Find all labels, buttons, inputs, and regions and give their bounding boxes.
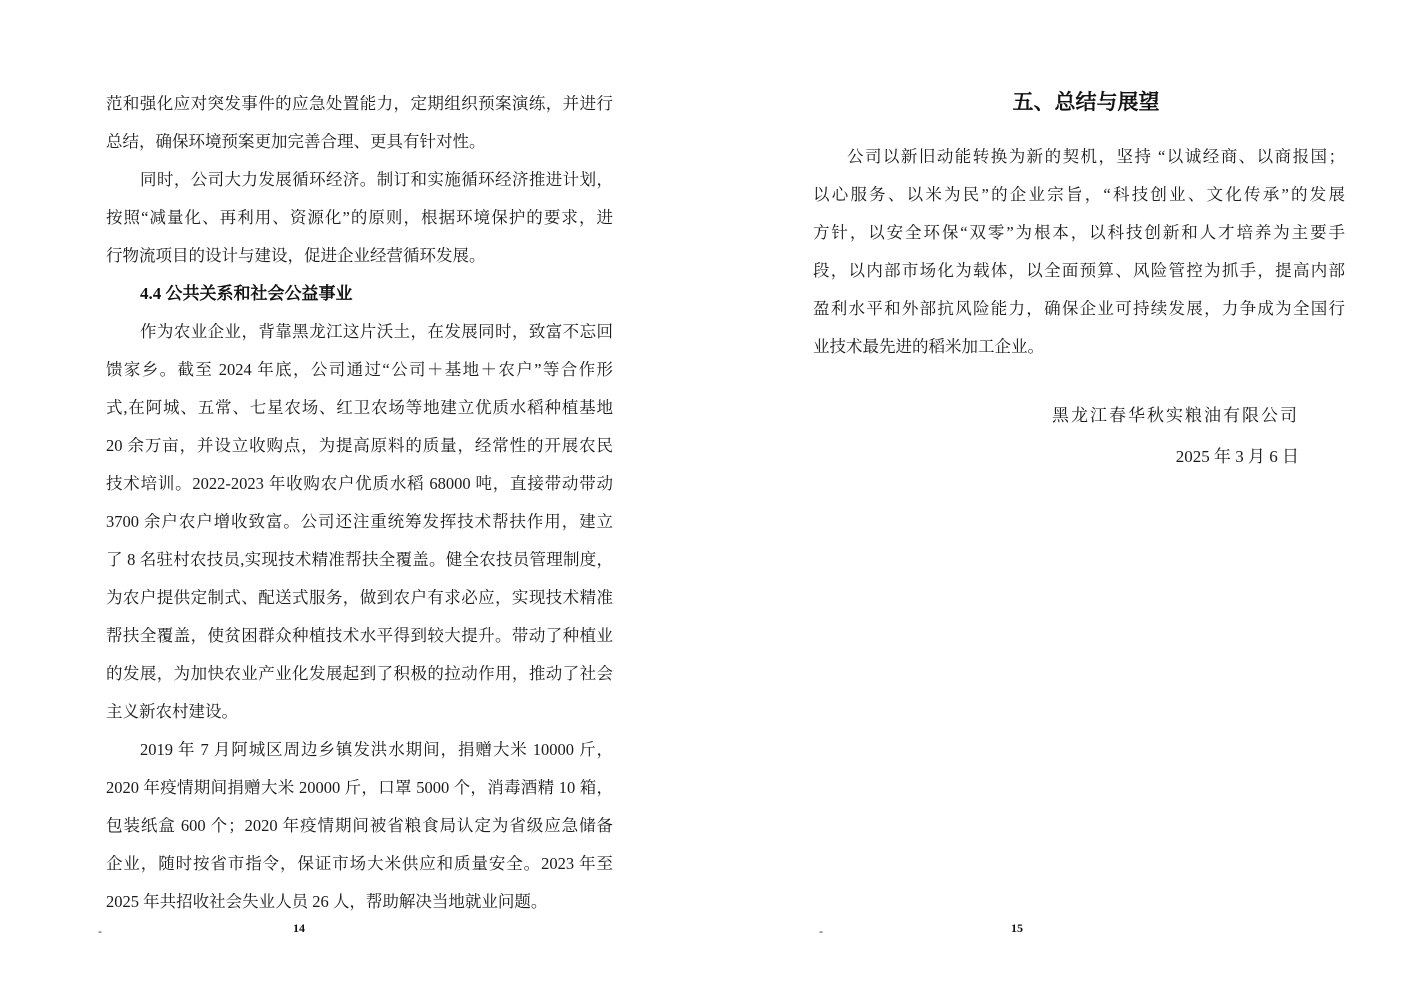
signature-company-name: 黑龙江春华秋实粮油有限公司 <box>1052 406 1299 425</box>
page-number-left: 14 <box>293 921 305 935</box>
footer-dash-right: - <box>819 924 823 938</box>
text-line: 按照“减量化、再利用、资源化”的原则，根据环境保护的要求，进 <box>106 208 613 227</box>
heading-public-relations: 4.4 公共关系和社会公益事业 <box>140 284 353 303</box>
text-line: 方针，以安全环保“双零”为根本，以科技创新和人才培养为主要手 <box>813 223 1345 242</box>
text-line: 帮扶全覆盖，使贫困群众种植技术水平得到较大提升。带动了种植业 <box>106 626 613 645</box>
signature-date: 2025 年 3 月 6 日 <box>1175 447 1299 466</box>
text-line: 盈利水平和外部抗风险能力，确保企业可持续发展，力争成为全国行 <box>813 299 1345 318</box>
page-right-text-column <box>813 138 1345 476</box>
text-line: 20 余万亩，并设立收购点，为提高原料的质量，经常性的开展农民 <box>106 436 613 455</box>
paragraph-donations-employment <box>106 731 613 921</box>
text-line: 主义新农村建设。 <box>106 702 238 721</box>
text-line: 式,在阿城、五常、七星农场、红卫农场等地建立优质水稻种植基地 <box>106 398 613 417</box>
paragraph-circular-economy <box>106 161 613 275</box>
footer-dash-left: - <box>98 924 102 938</box>
paragraph-emergency-plan-continued <box>106 85 613 161</box>
page-number-right: 15 <box>1011 921 1023 935</box>
text-line: 公司以新旧动能转换为新的契机，坚持 “以诚经商、以商报国； <box>847 147 1345 166</box>
text-line: 以心服务、以米为民”的企业宗旨，“科技创业、文化传承”的发展 <box>813 185 1345 204</box>
text-line: 了 8 名驻村农技员,实现技术精准帮扶全覆盖。健全农技员管理制度， <box>106 550 613 569</box>
text-line: 馈家乡。截至 2024 年底，公司通过“公司＋基地＋农户”等合作形 <box>106 360 613 379</box>
text-line: 包装纸盒 600 个；2020 年疫情期间被省粮食局认定为省级应急储备 <box>106 816 613 835</box>
text-line: 2019 年 7 月阿城区周边乡镇发洪水期间，捐赠大米 10000 斤， <box>140 740 613 759</box>
text-line: 范和强化应对突发事件的应急处置能力，定期组织预案演练，并进行 <box>106 94 613 113</box>
text-line: 作为农业企业，背靠黑龙江这片沃土，在发展同时，致富不忘回 <box>140 322 613 341</box>
text-line: 总结，确保环境预案更加完善合理、更具有针对性。 <box>106 132 486 151</box>
text-line: 行物流项目的设计与建设，促进企业经营循环发展。 <box>106 246 486 265</box>
text-line: 2020 年疫情期间捐赠大米 20000 斤，口罩 5000 个，消毒酒精 10 箱， <box>106 778 613 797</box>
text-line: 的发展，为加快农业产业化发展起到了积极的拉动作用，推动了社会 <box>106 664 613 683</box>
text-line: 技术培训。2022-2023 年收购农户优质水稻 68000 吨，直接带动带动 <box>106 474 613 493</box>
paragraph-summary-outlook <box>813 138 1345 366</box>
page-left-text-column <box>106 85 613 921</box>
text-line: 企业，随时按省市指令，保证市场大米供应和质量安全。2023 年至 <box>106 854 613 873</box>
text-line: 业技术最先进的稻米加工企业。 <box>813 337 1044 356</box>
text-line: 同时，公司大力发展循环经济。制订和实施循环经济推进计划， <box>140 170 613 189</box>
paragraph-public-welfare <box>106 313 613 731</box>
text-line: 2025 年共招收社会失业人员 26 人，帮助解决当地就业问题。 <box>106 892 548 911</box>
text-line: 段，以内部市场化为载体，以全面预算、风险管控为抓手，提高内部 <box>813 261 1345 280</box>
signature-block <box>813 394 1345 476</box>
text-line: 为农户提供定制式、配送式服务，做到农户有求必应，实现技术精准 <box>106 588 613 607</box>
text-line: 3700 余户农户增收致富。公司还注重统筹发挥技术帮扶作用，建立 <box>106 512 613 531</box>
section-title-summary-outlook: 五、总结与展望 <box>1012 91 1160 114</box>
